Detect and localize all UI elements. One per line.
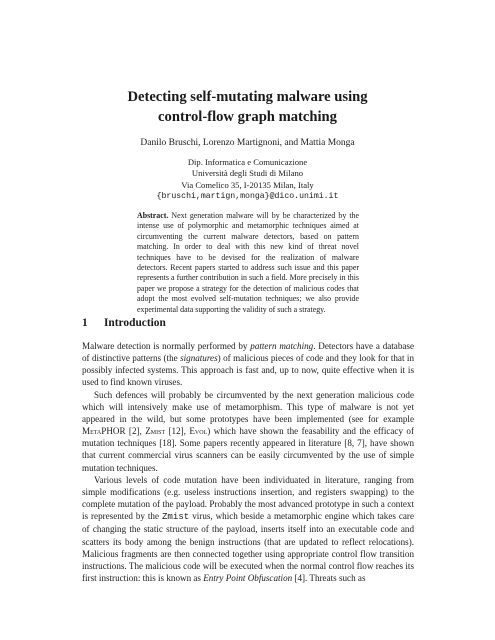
author-email: {bruschi,martign,monga}@dico.unimi.it (156, 191, 339, 201)
title-line-1: Detecting self-mutating malware using (127, 89, 368, 105)
section-heading (82, 317, 166, 329)
p3-text-a: Various levels of code mutation have been individuated in literature, ranging from simple modifications (e.g. useless instructions insertion, and registers swapping) to the complete mutation of the payload. Probably the most advanced prototype in such a context is represented by the (82, 474, 414, 522)
abstract-text: Next generation malware will by be characterized by the intense use of polymorphic and metamorphic techniques aimed at circumventing the current malware detectors, based on pattern matching. In order to deal with this new kind of threat novel techniques have to be devised for the realization of malware detectors. Recent papers started to address such issue and this paper represents a further contribution in such a field. More precisely in this paper we propose a strategy for the detection of malicious codes that adopt the most evolved self-mutation techniques; we also provide experimental data supporting the validity of such a strategy. (137, 211, 359, 314)
p2-text-a: Such defences will probably be circumvented by the next generation malicious code which will intensively make use of metamorphism. This type of malware is not yet appeared in the wild, but some prototypes have been implemented (see for example (82, 389, 414, 424)
p2-name-evol: Evol (189, 426, 208, 437)
p2-text-b: [2], (125, 426, 146, 437)
title-line-2: control-flow graph matching (158, 109, 337, 125)
affiliation-line-1: Dip. Informatica e Comunicazione (187, 157, 308, 167)
section-number: 1 (82, 317, 88, 329)
affiliation-line-3: Via Comelico 35, I-20135 Milan, Italy (181, 179, 314, 190)
paragraph-2 (82, 389, 414, 474)
abstract (137, 211, 359, 315)
paragraph-1 (82, 340, 414, 389)
abstract-label: Abstract. (137, 211, 169, 220)
p3-text-c: [4]. Threats such as (292, 572, 366, 583)
p3-emphasis-entry-point-obfuscation: Entry Point Obfuscation (203, 572, 293, 583)
p1-emphasis-pattern-matching: pattern matching (250, 341, 314, 351)
p2-text-c: [12], (165, 426, 190, 437)
p2-name-metaphor: MetaPHOR (82, 426, 126, 437)
paragraph-3 (82, 474, 414, 584)
p2-text-d: ) which have shown the feasability and the efficacy of mutation techniques [18]. Some papers recently appeared in literature [8, 7], have shown that current commercial virus scanners can be easily circumvented by the use of simple mutation techniques. (82, 426, 414, 473)
p3-code-zmist: Zmist (161, 511, 190, 523)
affiliation-line-2: Università degli Studi di Milano (191, 168, 304, 179)
p3-text-b: virus, which beside a metamorphic engine which takes care of changing the static structure of the payload, inserts itself into an executable code and scatters its body among the benign instructions (that are updated to reflect relocations). Malicious fragments are then connected together using appropriate control flow transition instructions. The malicious code will be executed when the normal control flow reaches its first instruction: this is known as (82, 511, 414, 583)
p2-name-zmist: Zmist (145, 426, 166, 437)
p1-emphasis-signatures: signatures (180, 353, 218, 364)
affiliation-block (60, 157, 435, 202)
author-list: Danilo Bruschi, Lorenzo Martignoni, and Mattia Monga (140, 138, 355, 148)
p1-text-a: Malware detection is normally performed by (82, 341, 251, 351)
section-title: Introduction (104, 317, 166, 329)
p1-text-c: ) of malicious pieces of code and they look for that in possibly infected systems. This approach is fast and, up to now, quite effective when it is used to find known viruses. (82, 353, 414, 388)
p1-text-b: . Detectors have a database of distinctive patterns (the (82, 341, 415, 364)
section-body (82, 340, 414, 584)
paper-title (60, 87, 435, 127)
